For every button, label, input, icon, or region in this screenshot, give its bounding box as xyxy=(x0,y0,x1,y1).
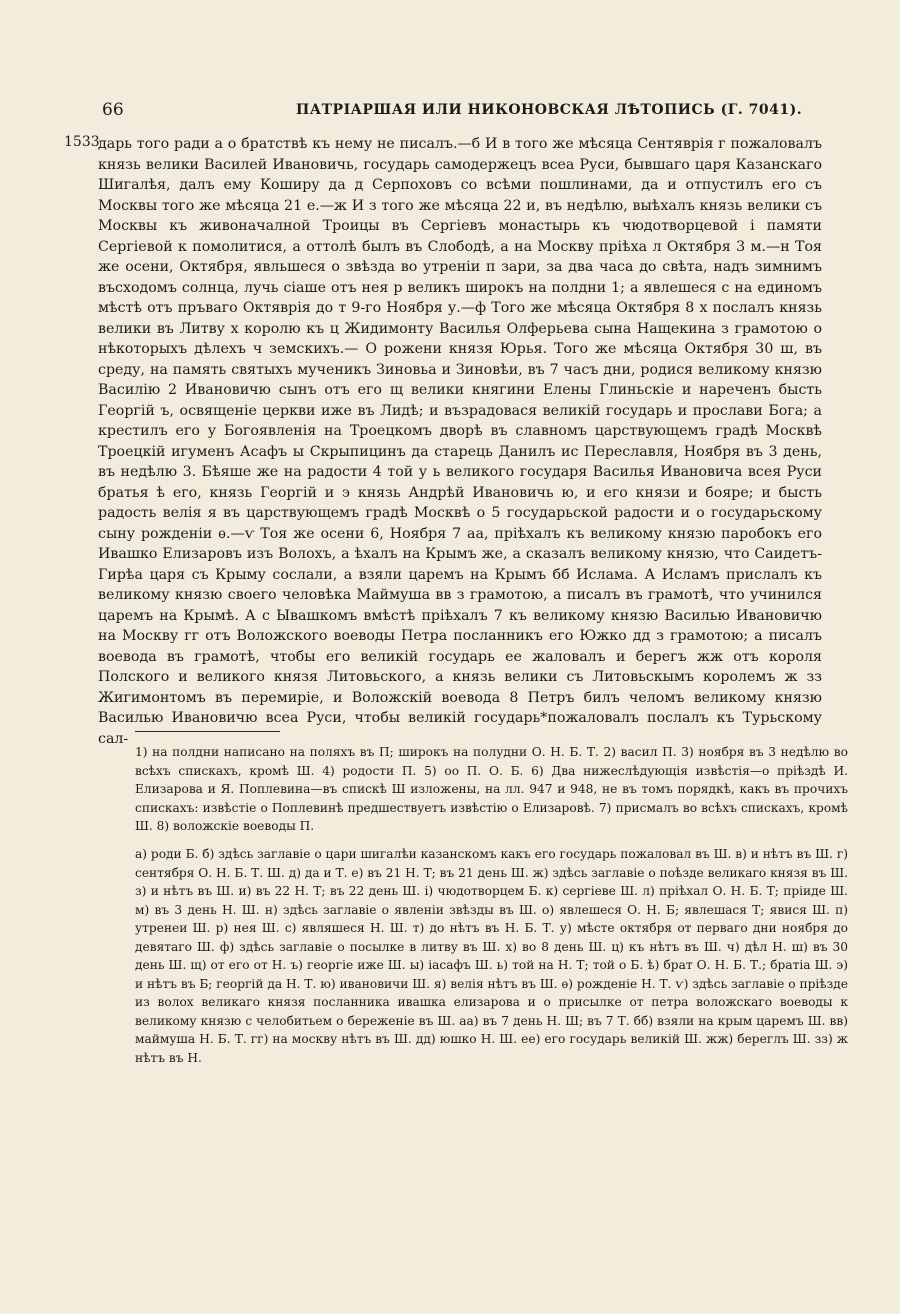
running-header: ПАТРІАРШАЯ ИЛИ НИКОНОВСКАЯ ЛѢТОПИСЬ (Г. 7041). xyxy=(296,102,803,118)
main-paragraph: дарь того ради а о братствѣ къ нему не писалъ.—б И в того же мѣсяца Сентяврія г пожаловалъ князь велики Василей Ивановичь, государь самодержецъ всеа Руси, бывшаго царя Казанскаго Шигалѣя, далъ ему Коширу да д Серпоховъ со всѣми пошлинами, да и отпустилъ его съ Москвы того же мѣсяца 21 е.—ж И з того же мѣсяца 22 и, въ недѣлю, выѣхалъ князь велики съ Москвы къ живоначалной Троицы въ Сергіевъ монастырь къ чюдотворцевой і памяти Сергіевой к помолитися, а оттолѣ былъ въ Слободѣ, а на Москву пріѣха л Октября 3 м.—н Тоя же осени, Октября, явльшеся о звѣзда во утреніи п зари, за два часа до свѣта, надъ зимнимъ въсходомъ солнца, лучь сіаше отъ нея р великъ широкъ на полдни 1; а явлешеся с на единомъ мѣстѣ отъ пръваго Октяврія до т 9-го Ноября у.—ф Того же мѣсяца Октября 8 х послалъ князь велики въ Литву х королю къ ц Жидимонту Василья Олферьева сына Нащекина з грамотою о нѣкоторыхъ дѣлехъ ч земскихъ.— О рожени князя Юрья. Того же мѣсяца Октября 30 ш, въ среду, на память святыхъ мученикъ Зиновьа и Зиновѣи, въ 7 часъ дни, родися великому князю Василію 2 Ивановичю сынъ отъ его щ велики княгини Елены Глиньскіе и нареченъ бысть Георгій ъ, освященіе церкви иже въ Лидѣ; и възрадовася великій государь и прослави Бога; а крестилъ его у Богоявленія на Троецкомъ дворѣ въ славномъ царствующемъ градѣ Москвѣ Троецкій игуменъ Асафъ ы Скрыпицинъ да старець Данилъ ис Переславля, Ноября въ 3 день, въ недѣлю 3. Бѣяше же на радости 4 той у ь великого государя Василья Ивановича всея Руси братья ѣ его, князь Георгій и э князь Андрѣй Ивановичь ю, и его князи и бояре; и бысть радость велія я въ царствующемъ градѣ Москвѣ о 5 государьской радости и о государьскому сыну рожденіи ѳ.—ѵ Тоя же осени 6, Ноября 7 аа, пріѣхалъ къ великому князю паробокъ его Ивашко Елизаровъ изъ Волохъ, а ѣхалъ на Крымъ же, а сказалъ великому князю, что Саидетъ-Гирѣа царя съ Крыму сослали, а взяли царемъ на Крымъ бб Ислама. А Исламъ прислалъ къ великому князю своего человѣка Маймуша вв з грамотою, а писалъ въ грамотѣ, что учинился царемъ на Крымѣ. А с Ывашкомъ вмѣстѣ пріѣхалъ 7 къ великому князю Василью Ивановичю на Москву гг отъ Воложского воеводы Петра посланникъ его Южко дд з грамотою; а писалъ воевода въ грамотѣ, чтобы его великій государь ее жаловалъ и берегъ жж отъ короля Полского и великого князя Литовьского, а князь велики съ Литовьскымъ королемъ ж зз Жигимонтомъ въ перемиріе, и Воложскій воевода 8 Петръ билъ челомъ великому князю Василью Ивановичю всеа Руси, чтобы великій государь*пожаловалъ послалъ къ Турьскому сал- xyxy=(98,136,822,747)
numbered-notes-text: 1) на полдни написано на поляхъ въ П; широкъ на полудни О. Н. Б. Т. 2) васил П. 3) ноября въ 3 недѣлю во всѣхъ спискахъ, кромѣ Ш. 4) родости П. 5) оо П. О. Б. 6) Два нижеслѣдующія извѣстія—о пріѣздѣ И. Елизарова и Я. Поплевина—въ спискѣ Ш изложены, на лл. 947 и 948, не въ томъ порядкѣ, какъ въ прочихъ спискахъ: извѣстіе о Поплевинѣ предшествуетъ извѣстію о Елизаровѣ. 7) присмалъ во всѣхъ спискахъ, кромѣ Ш. 8) воложскіе воеводы П. xyxy=(135,745,848,833)
numbered-footnotes xyxy=(135,743,848,836)
lettered-variants-text: а) роди Б. б) здѣсь заглавіе о цари шигалѣи казанскомъ какъ его государь пожаловал въ Ш. в) и нѣтъ въ Ш. г) сентября О. Н. Б. Т. Ш. д) да и Т. е) въ 21 Н. Т; въ 21 день Ш. ж) здѣсь заглавіе о поѣзде великаго князя въ Ш. з) и нѣтъ въ Ш. и) въ 22 Н. Т; въ 22 день Ш. і) чюдотворцем Б. к) сергіеве Ш. л) пріѣхал О. Н. Б. Т; пріиде Ш. м) въ 3 день Н. Ш. н) здѣсь заглавіе о явленіи звѣзды въ Ш. о) явлешеся О. Н. Б; явлешася Т; явися Ш. п) утренеи Ш. р) нея Ш. с) являшеся Н. Ш. т) до нѣтъ въ Н. Б. Т. у) мѣсте октября от перваго дни ноября до девятаго Ш. ф) здѣсь заглавіе о посылке в литву въ Ш. х) во 8 день Ш. ц) къ нѣтъ въ Ш. ч) дѣл Н. ш) въ 30 день Ш. щ) от его от Н. ъ) георгіе иже Ш. ы) іасафъ Ш. ь) той на Н. Т; той о Б. ѣ) брат О. Н. Б. Т.; братіа Ш. э) и нѣтъ въ Б; георгій да Н. Т. ю) ивановичи Ш. я) велія нѣтъ въ Ш. ѳ) рожденіе Н. Т. ѵ) здѣсь заглавіе о пріѣзде из волох великаго князя посланника ивашка елизарова и о присылке от петра воложскаго воеводы к великому князю с челобитьем о береженіе въ Ш. аа) въ 7 день Н. Ш; въ 7 Т. бб) взяли на крым царемъ Ш. вв) маймуша Н. Б. Т. гг) на москву нѣтъ въ Ш. дд) юшко Н. Ш. ее) его государь великій Ш. жж) береглъ Ш. зз) ж нѣтъ въ Н. xyxy=(135,847,848,1065)
footnote-divider xyxy=(135,731,280,732)
main-text-block xyxy=(98,134,822,749)
page-number: 66 xyxy=(102,100,124,120)
margin-year: 1533 xyxy=(64,134,100,150)
lettered-variants xyxy=(135,845,848,1067)
